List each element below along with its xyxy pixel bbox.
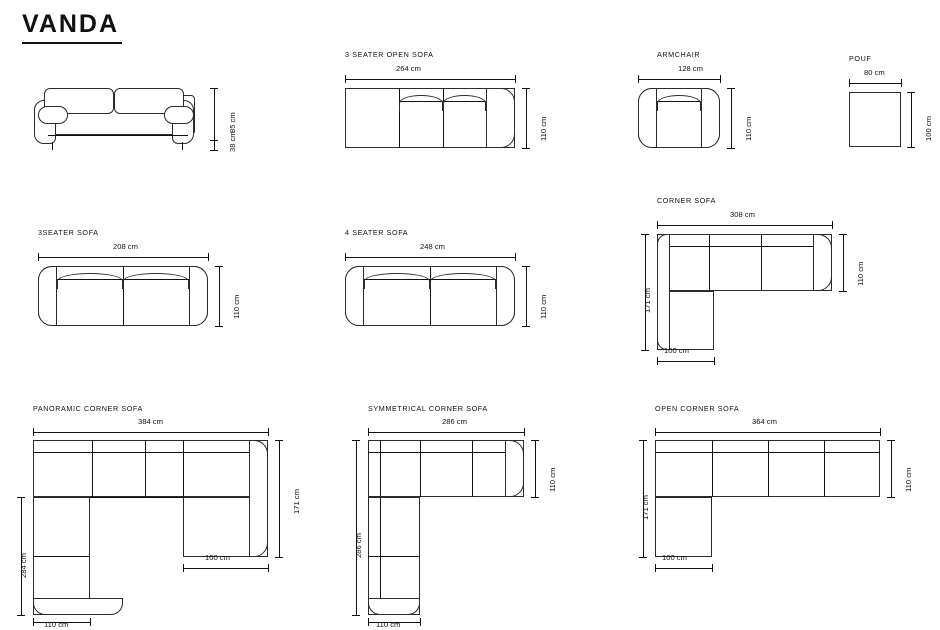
- dim-line-pan-width: [33, 432, 268, 433]
- label-pouf: POUF: [849, 54, 872, 63]
- sofa4-arm-left: [345, 266, 364, 326]
- dim-line-sym-width: [368, 432, 524, 433]
- label-4-seater-sofa: 4 SEATER SOFA: [345, 228, 409, 237]
- sym-div-2: [472, 440, 473, 497]
- dim-corner-depth: 110 cm: [856, 261, 865, 286]
- pan-left-arm-bottom: [33, 598, 123, 615]
- pan-div-3: [183, 440, 184, 497]
- tick-4s-w-left: [345, 253, 346, 261]
- sofa3-arm-right: [189, 266, 208, 326]
- tick-sym-d-bottom: [531, 497, 539, 498]
- pan-inner-line: [90, 497, 183, 498]
- tick-pan-l-left: [183, 564, 184, 572]
- dim-line-ocs-width: [655, 432, 880, 433]
- tick-pouf-d-bottom: [907, 147, 915, 148]
- sofa3open-arm-right: [486, 88, 515, 148]
- perspective-dim-85: 85 cm: [228, 112, 237, 133]
- tick-3s-d-bottom: [215, 326, 223, 327]
- tick-arm-w-left: [638, 75, 639, 83]
- tick-arm-w-right: [720, 75, 721, 83]
- dim-line-sym-depth: [535, 440, 536, 497]
- label-panoramic-corner-sofa: PANORAMIC CORNER SOFA: [33, 404, 143, 413]
- sym-main-outline: [368, 440, 524, 497]
- tick-pouf-w-right: [901, 79, 902, 87]
- dim-line-corner-leg: [657, 361, 714, 362]
- ocs-div-2: [768, 440, 769, 497]
- dim-line-4s-width: [345, 257, 515, 258]
- sofa4-cushion-arc-1: [364, 273, 430, 289]
- tick-cs-l-right: [714, 357, 715, 365]
- tick-arm-d-top: [727, 88, 735, 89]
- dim-symmetrical-foot: 110 cm: [376, 620, 401, 629]
- tick-ocs-w-left: [655, 428, 656, 436]
- dim-3-seater-open-depth: 110 cm: [539, 116, 548, 141]
- sofa3-div-1: [123, 266, 124, 326]
- perspective-dim-38-line: [214, 124, 215, 150]
- tick-3so-w-right: [515, 75, 516, 83]
- sym-arm-right: [505, 440, 524, 497]
- sofa3open-cushion-arc-2: [443, 95, 486, 111]
- dim-corner-width: 308 cm: [730, 210, 755, 219]
- tick-ocs-s-top: [639, 440, 647, 441]
- tick-pan-w-right: [268, 428, 269, 436]
- perspective-seat-line: [48, 135, 188, 136]
- tick-4s-w-right: [515, 253, 516, 261]
- dim-line-3s-depth: [219, 266, 220, 326]
- tick-pan-f-left: [33, 618, 34, 626]
- tick-ocs-d-top: [887, 440, 895, 441]
- ocs-div-3: [824, 440, 825, 497]
- brand-underline: [22, 42, 122, 44]
- dim-line-4s-depth: [526, 266, 527, 326]
- tick-3so-d-bottom: [522, 148, 530, 149]
- dim-3-seater-open-width: 264 cm: [396, 64, 421, 73]
- armchair-cushion-arc: [657, 95, 701, 111]
- tick-pan-d-top: [275, 440, 283, 441]
- pan-backline: [33, 452, 268, 453]
- sym-left-arm-bottom: [368, 598, 420, 615]
- dim-panoramic-width: 384 cm: [138, 417, 163, 426]
- dim-line-pan-leg: [183, 568, 268, 569]
- tick-cs-w-left: [657, 221, 658, 229]
- tick-ocs-l-left: [655, 564, 656, 572]
- label-3-seater-sofa: 3SEATER SOFA: [38, 228, 99, 237]
- tick-sym-s-bottom: [352, 615, 360, 616]
- dim-panoramic-depth: 171 cm: [292, 489, 301, 514]
- dim-panoramic-side: 284 cm: [19, 553, 28, 578]
- label-corner-sofa: CORNER SOFA: [657, 196, 716, 205]
- tick-sym-f-left: [368, 618, 369, 626]
- dim-4-seater-depth: 110 cm: [539, 294, 548, 319]
- tick-sym-w-right: [524, 428, 525, 436]
- tick-cs-s-bottom: [641, 350, 649, 351]
- sofa3-cushion-arc-1: [57, 273, 123, 289]
- armchair-arm-right: [701, 88, 720, 148]
- corner-div-2: [761, 234, 762, 291]
- tick-pan-f-right: [90, 618, 91, 626]
- dim-symmetrical-depth: 110 cm: [548, 467, 557, 492]
- dim-3-seater-width: 208 cm: [113, 242, 138, 251]
- dim-armchair-width: 128 cm: [678, 64, 703, 73]
- dim-open-corner-leg: 100 cm: [662, 553, 687, 562]
- pan-chaise-arm: [249, 440, 268, 557]
- tick-pan-s-bottom: [17, 615, 25, 616]
- sofa3-arm-left: [38, 266, 57, 326]
- dim-symmetrical-width: 286 cm: [442, 417, 467, 426]
- sym-left-div: [368, 556, 420, 557]
- dim-panoramic-foot: 110 cm: [44, 620, 69, 629]
- tick-arm-d-bottom: [727, 148, 735, 149]
- sym-backline: [368, 452, 524, 453]
- dim-line-corner-width: [657, 225, 832, 226]
- dim-line-pan-depth: [279, 440, 280, 557]
- ocs-chaise: [655, 497, 712, 557]
- perspective-dim-38-tick-bottom: [210, 150, 218, 151]
- tick-sym-f-right: [420, 618, 421, 626]
- dim-open-corner-side: 171 cm: [641, 495, 650, 520]
- dim-panoramic-leg: 100 cm: [205, 553, 230, 562]
- dim-line-3so-depth: [526, 88, 527, 148]
- corner-div-1: [709, 234, 710, 291]
- pan-div-2: [145, 440, 146, 497]
- brand-title: VANDA: [22, 10, 120, 38]
- tick-3s-d-top: [215, 266, 223, 267]
- sofa3open-div-1: [399, 88, 400, 148]
- tick-pouf-w-left: [849, 79, 850, 87]
- tick-cs-w-right: [832, 221, 833, 229]
- tick-4s-d-bottom: [522, 326, 530, 327]
- tick-ocs-w-right: [880, 428, 881, 436]
- tick-3so-d-top: [522, 88, 530, 89]
- dim-corner-leg: 100 cm: [664, 346, 689, 355]
- sym-div-1: [420, 440, 421, 497]
- tick-cs-d-bottom: [839, 291, 847, 292]
- dim-line-ocs-depth: [891, 440, 892, 497]
- sym-left-inner-line: [380, 440, 381, 615]
- tick-pan-d-bottom: [275, 557, 283, 558]
- tick-3s-w-left: [38, 253, 39, 261]
- dim-line-corner-depth: [843, 234, 844, 291]
- tick-3s-w-right: [208, 253, 209, 261]
- dim-line-armchair-depth: [731, 88, 732, 148]
- armchair-arm-left: [638, 88, 657, 148]
- dim-pouf-depth: 100 cm: [924, 116, 933, 141]
- pan-main-outline: [33, 440, 268, 497]
- perspective-cushion-right: [164, 106, 194, 124]
- dim-corner-side: 171 cm: [643, 288, 652, 313]
- dim-open-corner-depth: 110 cm: [904, 467, 913, 492]
- perspective-leg-left: [52, 142, 53, 150]
- corner-main-outline: [657, 234, 832, 291]
- sofa3open-div-2: [443, 88, 444, 148]
- tick-cs-d-top: [839, 234, 847, 235]
- dim-line-pouf-width: [849, 83, 901, 84]
- dim-armchair-depth: 110 cm: [744, 116, 753, 141]
- sofa3-cushion-arc-2: [123, 273, 189, 289]
- tick-3so-w-left: [345, 75, 346, 83]
- label-symmetrical-corner-sofa: SYMMETRICAL CORNER SOFA: [368, 404, 488, 413]
- ocs-div-1: [712, 440, 713, 497]
- tick-sym-s-top: [352, 440, 360, 441]
- label-open-corner-sofa: OPEN CORNER SOFA: [655, 404, 740, 413]
- sofa3open-cushion-arc-1: [399, 95, 443, 111]
- dim-symmetrical-side: 286 cm: [354, 533, 363, 558]
- perspective-dim-85-tick-top: [210, 88, 218, 89]
- corner-backline: [657, 246, 813, 247]
- dim-3-seater-depth: 110 cm: [232, 294, 241, 319]
- dim-line-armchair-width: [638, 79, 720, 80]
- corner-arm-left: [657, 234, 670, 350]
- dim-pouf-width: 80 cm: [864, 68, 885, 77]
- pan-div-1: [92, 440, 93, 497]
- tick-ocs-d-bottom: [887, 497, 895, 498]
- tick-ocs-l-right: [712, 564, 713, 572]
- sofa4-cushion-arc-2: [430, 273, 496, 289]
- sofa4-div-1: [430, 266, 431, 326]
- pan-left-div: [33, 556, 90, 557]
- perspective-dim-38: 38 cm: [228, 131, 237, 152]
- tick-pouf-d-top: [907, 92, 915, 93]
- tick-pan-s-top: [17, 497, 25, 498]
- dim-open-corner-width: 364 cm: [752, 417, 777, 426]
- tick-cs-s-top: [641, 234, 649, 235]
- tick-sym-w-left: [368, 428, 369, 436]
- tick-cs-l-left: [657, 357, 658, 365]
- dim-line-3s-width: [38, 257, 208, 258]
- tick-sym-d-top: [531, 440, 539, 441]
- corner-arm-right: [813, 234, 832, 291]
- dim-line-ocs-leg: [655, 568, 712, 569]
- pouf-outline: [849, 92, 901, 147]
- dim-line-pouf-depth: [911, 92, 912, 147]
- perspective-cushion-left: [38, 106, 68, 124]
- sofa4-arm-right: [496, 266, 515, 326]
- label-3-seater-open-sofa: 3 SEATER OPEN SOFA: [345, 50, 434, 59]
- tick-4s-d-top: [522, 266, 530, 267]
- dim-4-seater-width: 248 cm: [420, 242, 445, 251]
- tick-ocs-s-bottom: [639, 557, 647, 558]
- tick-pan-w-left: [33, 428, 34, 436]
- dim-line-sym-side: [356, 440, 357, 615]
- dim-line-3-seater-open-width: [345, 79, 515, 80]
- perspective-leg-right: [182, 142, 183, 150]
- tick-pan-l-right: [268, 564, 269, 572]
- label-armchair: ARMCHAIR: [657, 50, 701, 59]
